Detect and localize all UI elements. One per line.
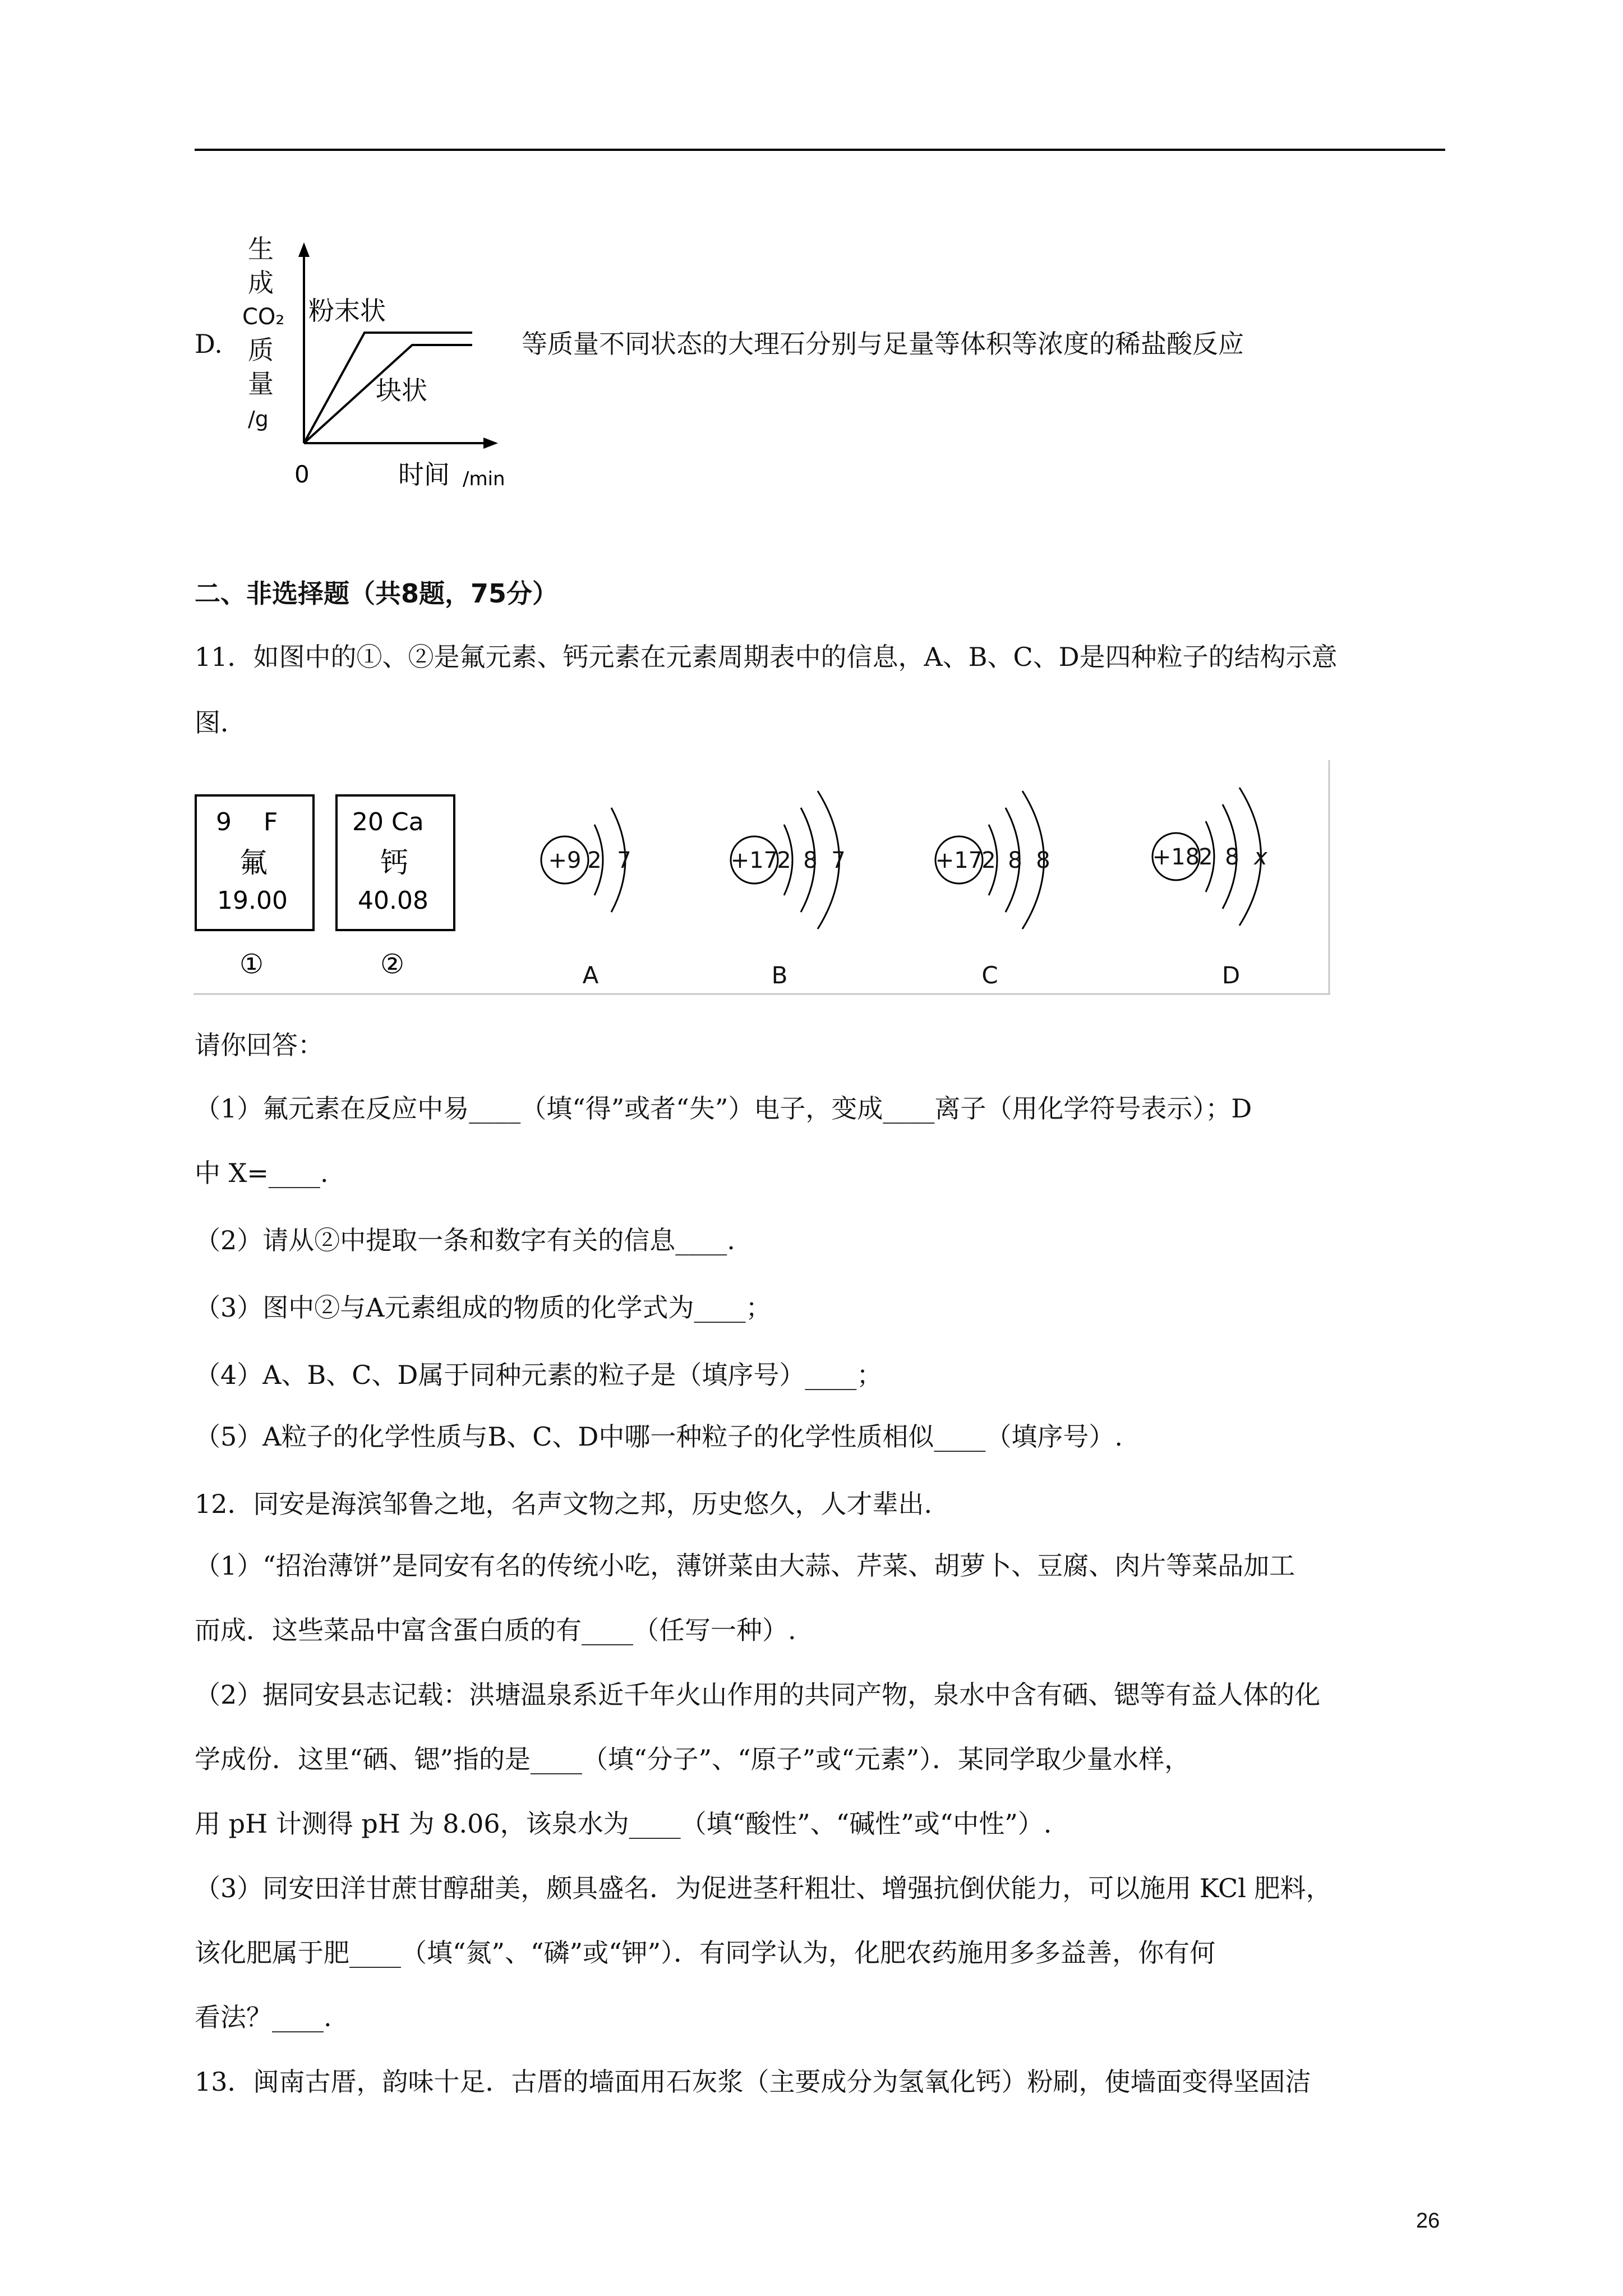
- q13-line1: 13．闽南古厝，韵味十足．古厝的墙面用石灰浆（主要成分为氢氧化钙）粉刷，使墙面变得坚固洁: [195, 2067, 1311, 2097]
- atom-d-shell2-count: 8: [1225, 844, 1239, 870]
- lump-label: 块状: [376, 375, 427, 406]
- q11-part3: （3）图中②与A元素组成的物质的化学式为____；: [195, 1292, 772, 1323]
- graph-xlabel: 时间: [398, 459, 450, 490]
- calcium-mass: 40.08: [358, 886, 428, 915]
- q12-part3a: （3）同安田洋甘蔗甘醇甜美，颇具盛名．为促进茎秆粗壮、增强抗倒伏能力，可以施用 KCl 肥料，: [195, 1873, 1332, 1903]
- box2-tag: ②: [380, 949, 405, 980]
- powder-label: 粉末状: [308, 296, 386, 326]
- graph-ylabel-4: 质: [248, 335, 274, 365]
- atom-c-label: C: [981, 961, 998, 989]
- q11-prompt: 请你回答：: [195, 1030, 324, 1060]
- fluorine-name: 氟: [239, 846, 268, 879]
- graph-xunit: /min: [463, 468, 505, 490]
- graph-ylabel-3: CO₂: [242, 304, 285, 330]
- atom-c-shell3-count: 8: [1036, 848, 1050, 873]
- section-heading: 二、非选择题（共8题，75分）: [195, 578, 559, 609]
- q11-part5: （5）A粒子的化学性质与B、C、D中哪一种粒子的化学性质相似____（填序号）.: [195, 1421, 1123, 1452]
- atom-b-shell3-count: 7: [831, 848, 846, 873]
- atom-a-charge: +9: [548, 848, 582, 873]
- atom-c-shell1-count: 2: [981, 848, 996, 873]
- q12-part1a: （1）“招治薄饼”是同安有名的传统小吃，薄饼菜由大蒜、芹菜、胡萝卜、豆腐、肉片等菜品加工: [195, 1550, 1295, 1581]
- calcium-number-symbol: 20 Ca: [352, 808, 424, 836]
- graph-ylabel-6: /g: [248, 407, 269, 431]
- atom-a-shell2-count: 7: [617, 848, 631, 873]
- atom-structure-figure: [193, 760, 1332, 996]
- q12-part2a: （2）据同安县志记载：洪塘温泉系近千年火山作用的共同产物，泉水中含有硒、锶等有益人体的化: [195, 1680, 1321, 1710]
- graph-origin: 0: [294, 461, 310, 488]
- atom-d-charge: +18: [1152, 844, 1200, 870]
- atom-a-shell1-count: 2: [587, 848, 602, 873]
- fluorine-symbol: F: [264, 808, 278, 836]
- atom-d-shell1-count: 2: [1198, 844, 1213, 870]
- atom-b-charge: +17: [730, 848, 778, 873]
- graph-ylabel-2: 成: [248, 268, 274, 298]
- atom-c-shell2-count: 8: [1008, 848, 1022, 873]
- q12-part2b: 学成份．这里“硒、锶”指的是____（填“分子”、“原子”或“元素”）．某同学取少量水样，: [195, 1744, 1191, 1774]
- page-number: 26: [1416, 2209, 1440, 2233]
- q11-part4: （4）A、B、C、D属于同种元素的粒子是（填序号）____；: [195, 1360, 883, 1390]
- q11-part1a: （1）氟元素在反应中易____（填“得”或者“失”）电子，变成____离子（用化学符号表示）；D: [195, 1093, 1252, 1124]
- q11-line2: 图．: [195, 707, 246, 738]
- q12-intro: 12．同安是海滨邹鲁之地，名声文物之邦，历史悠久，人才辈出.: [195, 1489, 933, 1519]
- graph-x-arrow: [483, 438, 498, 449]
- atom-a-label: A: [582, 961, 599, 989]
- box1-tag: ①: [239, 949, 264, 980]
- atom-b-shell2-count: 8: [803, 848, 818, 873]
- q11-line1: 11．如图中的①、②是氟元素、钙元素在元素周期表中的信息，A、B、C、D是四种粒子的结构示意: [195, 642, 1338, 672]
- header-rule: [195, 149, 1445, 151]
- atom-b-label: B: [771, 961, 788, 989]
- atom-b-shell1-count: 2: [777, 848, 791, 873]
- atom-d-shell3-count: x: [1254, 844, 1267, 870]
- calcium-name: 钙: [380, 846, 408, 879]
- atom-d-label: D: [1221, 961, 1241, 989]
- q12-part3b: 该化肥属于肥____（填“氮”、“磷”或“钾”）．有同学认为，化肥农药施用多多益善，你有何: [195, 1938, 1216, 1968]
- q12-part3c: 看法？____.: [195, 2002, 332, 2032]
- q11-part1b: 中 X=____.: [195, 1158, 329, 1188]
- fluorine-mass: 19.00: [217, 886, 288, 915]
- graph-ylabel-5: 量: [248, 369, 274, 399]
- fluorine-number: 9: [216, 808, 232, 836]
- graph-ylabel-1: 生: [248, 234, 274, 264]
- q12-part1b: 而成．这些菜品中富含蛋白质的有____（任写一种）.: [195, 1615, 796, 1645]
- option-d-label: D.: [195, 329, 223, 359]
- graph-y-arrow: [298, 242, 310, 257]
- q12-part2c: 用 pH 计测得 pH 为 8.06，该泉水为____（填“酸性”、“碱性”或“中性”）.: [195, 1809, 1052, 1839]
- atom-c-charge: +17: [935, 848, 983, 873]
- co2-mass-time-graph: [241, 230, 527, 494]
- q11-part2: （2）请从②中提取一条和数字有关的信息____.: [195, 1225, 735, 1255]
- option-d-text: 等质量不同状态的大理石分别与足量等体积等浓度的稀盐酸反应: [522, 329, 1244, 359]
